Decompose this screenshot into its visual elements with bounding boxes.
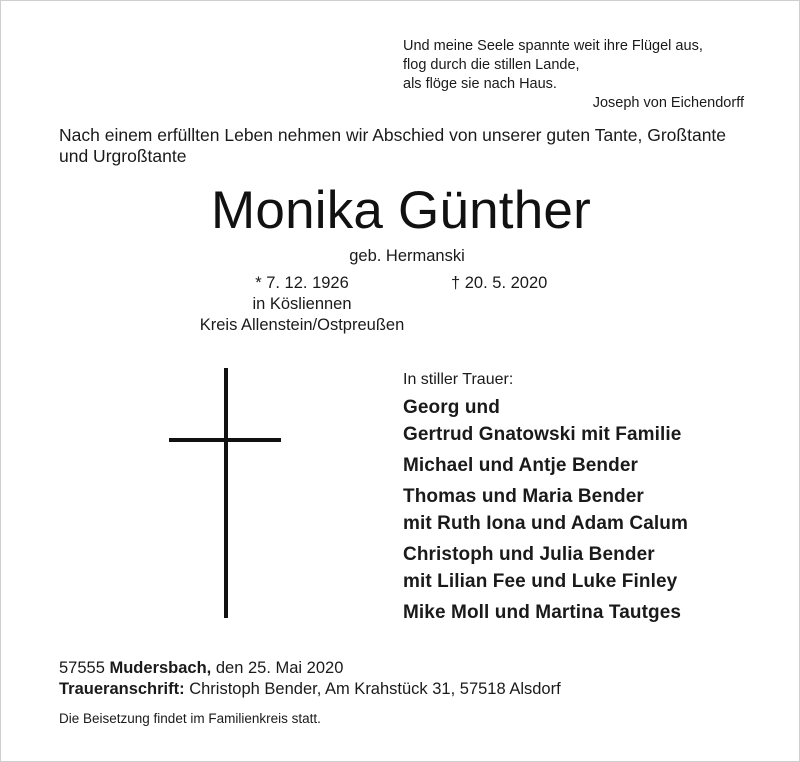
intro-line-2: und Urgroßtante — [59, 146, 187, 166]
place-date-line — [59, 658, 779, 679]
address: Christoph Bender, Am Krahstück 31, 57518 Alsdorf — [189, 680, 561, 698]
poem-author: Joseph von Eichendorff — [592, 95, 744, 111]
birth-place: in Kösliennen — [252, 295, 352, 313]
birth-info — [187, 273, 417, 336]
address-line — [59, 679, 779, 700]
mourner-line: mit Ruth Iona und Adam Calum — [403, 513, 688, 534]
poem-line-2: flog durch die stillen Lande, — [403, 57, 580, 73]
cross-vertical-bar — [224, 368, 228, 618]
mourner-group — [403, 599, 783, 626]
mourners-lead: In stiller Trauer: — [403, 371, 514, 388]
birth-date: * 7. 12. 1926 — [255, 274, 349, 292]
mourner-line: Gertrud Gnatowski mit Familie — [403, 424, 682, 445]
footer — [59, 658, 779, 700]
poem-line-3: als flöge sie nach Haus. — [403, 76, 557, 92]
mourner-line: Georg und — [403, 397, 500, 418]
mourner-line: Thomas und Maria Bender — [403, 486, 644, 507]
death-date: † 20. 5. 2020 — [451, 274, 548, 292]
burial-note: Die Beisetzung findet im Familienkreis statt. — [59, 711, 321, 726]
mourners-list — [403, 369, 783, 630]
address-label: Traueranschrift: — [59, 680, 185, 698]
mourner-group — [403, 483, 783, 537]
intro-text — [59, 125, 779, 167]
mourner-line: mit Lilian Fee und Luke Finley — [403, 571, 678, 592]
mourner-group — [403, 394, 783, 448]
mourner-group — [403, 452, 783, 479]
birth-region: Kreis Allenstein/Ostpreußen — [199, 316, 405, 334]
poem — [403, 37, 743, 113]
poem-line-1: Und meine Seele spannte weit ihre Flügel aus, — [403, 38, 703, 54]
mourner-group — [403, 541, 783, 595]
cross-horizontal-bar — [169, 438, 281, 442]
mourner-line: Mike Moll und Martina Tautges — [403, 602, 682, 623]
mourner-line: Michael und Antje Bender — [403, 455, 639, 476]
mourner-line: Christoph und Julia Bender — [403, 544, 655, 565]
deceased-name: Monika Günther — [211, 181, 591, 240]
postcode: 57555 — [59, 659, 105, 677]
maiden-name: geb. Hermanski — [349, 247, 465, 265]
intro-line-1: Nach einem erfüllten Leben nehmen wir Abschied von unserer guten Tante, Großtante — [59, 125, 727, 145]
cross-icon — [169, 368, 283, 618]
town: Mudersbach, — [109, 659, 212, 677]
date-text: den 25. Mai 2020 — [215, 659, 344, 677]
